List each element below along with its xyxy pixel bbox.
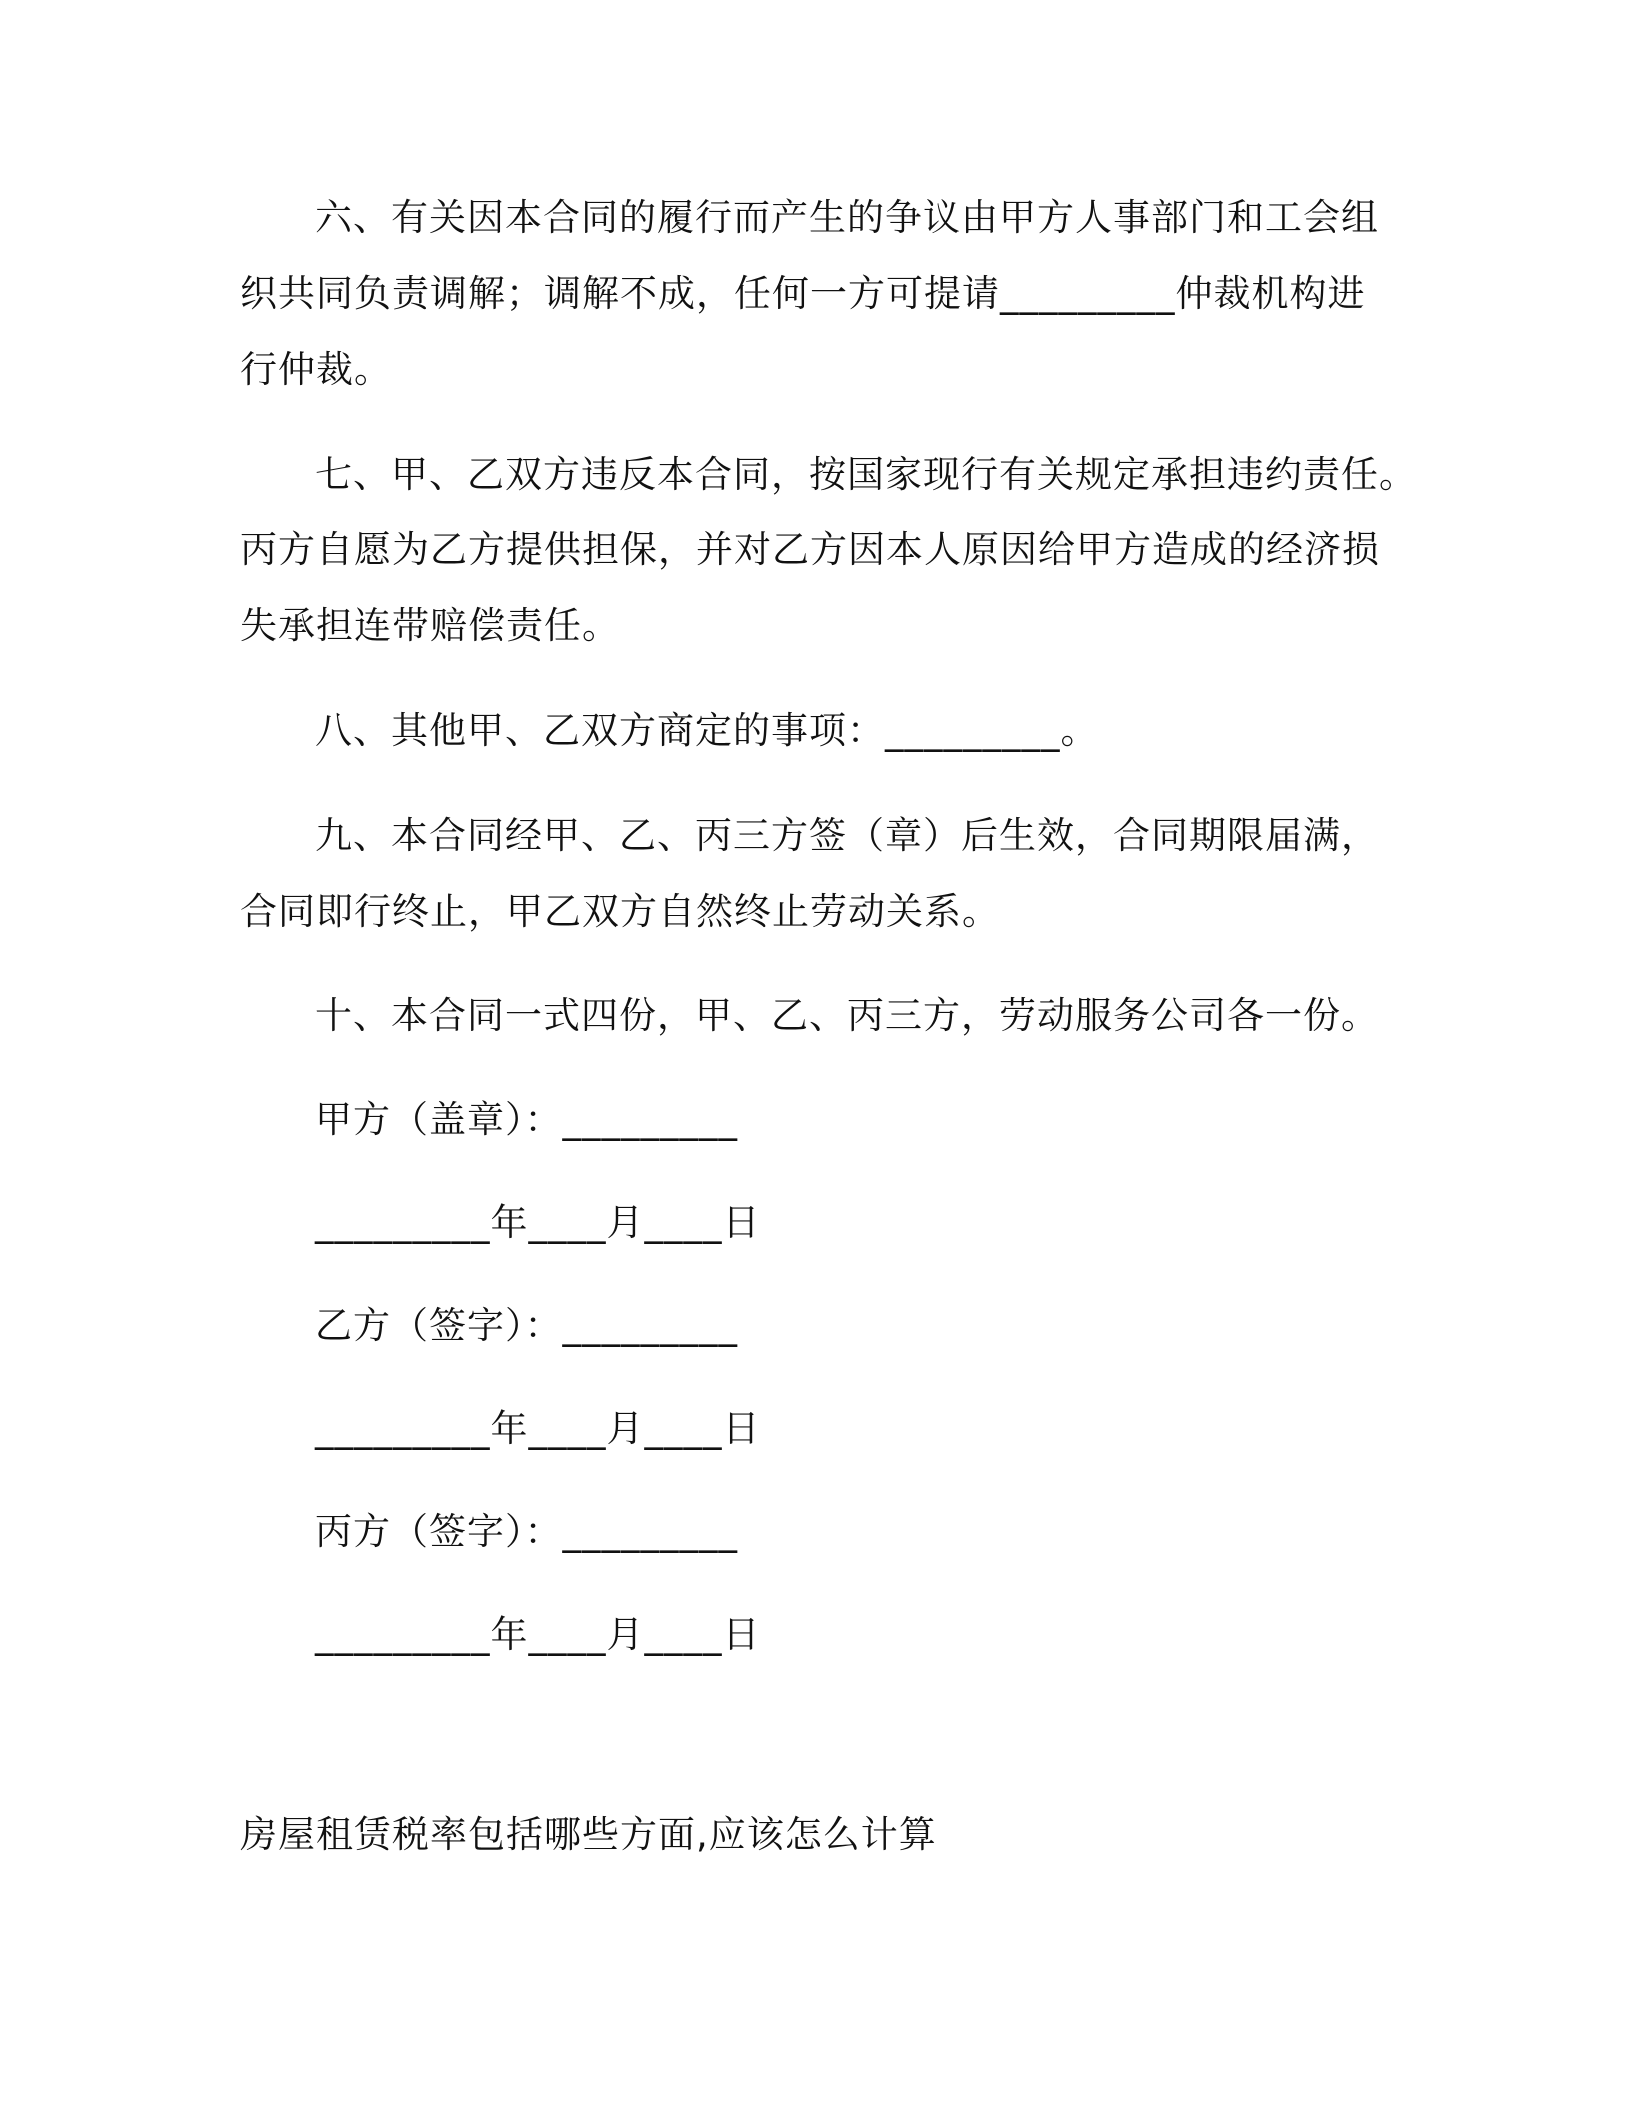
clause-7-line-1: 七、甲、乙双方违反本合同，按国家现行有关规定承担违约责任。 <box>315 453 1417 496</box>
party-c-signature-field: 丙方（签字）：_________ <box>315 1510 738 1553</box>
clause-6-line-1: 六、有关因本合同的履行而产生的争议由甲方人事部门和工会组 <box>315 196 1379 239</box>
clause-6-line-3: 行仲裁。 <box>240 348 392 391</box>
party-b-signature-field: 乙方（签字）：_________ <box>315 1304 738 1347</box>
party-a-date-field: _________年____月____日 <box>315 1201 761 1244</box>
clause-9-line-2: 合同即行终止，甲乙双方自然终止劳动关系。 <box>240 890 1000 933</box>
clause-9-line-1: 九、本合同经甲、乙、丙三方签（章）后生效，合同期限届满， <box>315 814 1379 857</box>
clause-7-line-3: 失承担连带赔偿责任。 <box>240 604 620 647</box>
clause-10-line-1: 十、本合同一式四份，甲、乙、丙三方，劳动服务公司各一份。 <box>315 994 1379 1037</box>
party-c-date-field: _________年____月____日 <box>315 1613 761 1656</box>
party-b-date-field: _________年____月____日 <box>315 1407 761 1450</box>
clause-7-line-2: 丙方自愿为乙方提供担保，并对乙方因本人原因给甲方造成的经济损 <box>240 528 1380 571</box>
clause-6-line-2: 织共同负责调解；调解不成，任何一方可提请_________仲裁机构进 <box>240 272 1366 315</box>
clause-8-line-1: 八、其他甲、乙双方商定的事项：_________。 <box>315 709 1099 752</box>
section-title: 房屋租赁税率包括哪些方面,应该怎么计算 <box>240 1813 937 1856</box>
party-a-seal-field: 甲方（盖章）：_________ <box>315 1098 738 1141</box>
